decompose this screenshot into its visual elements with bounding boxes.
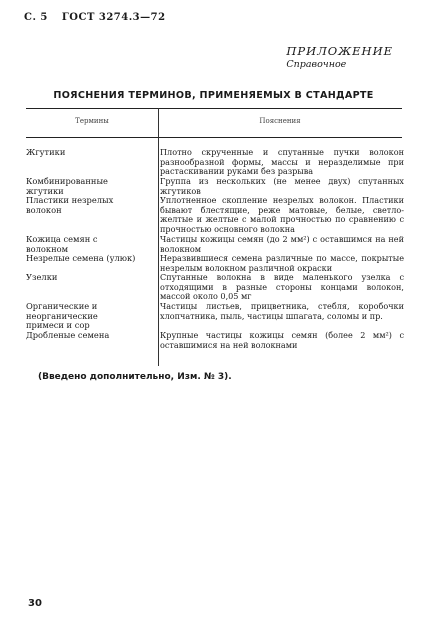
standard-number: ГОСТ 3274.3—72	[61, 12, 166, 23]
table-row-term: Органические и неорганические примеси и сор	[26, 301, 98, 331]
table-row-term: Узелки	[26, 272, 58, 282]
amendment-note: (Введено дополнительно, Изм. № 3).	[38, 372, 232, 382]
page-number: 30	[28, 598, 42, 609]
column-header-explanations: Пояснения	[259, 117, 301, 125]
table-row-explanation: Частицы листьев, прицветника, стебля, коробочки хлопчатника, пыль, частицы шпагата, соломы и пр.	[160, 301, 404, 321]
table-row-explanation: Спутанные волокна в виде маленького узелка с отходящими в разные стороны концами волокон, массой около 0,05 мг	[160, 272, 404, 302]
table-row-term: Дробленые семена	[26, 330, 110, 340]
terms-table	[26, 108, 402, 138]
section-title: ПОЯСНЕНИЯ ТЕРМИНОВ, ПРИМЕНЯЕМЫХ В СТАНДАРТЕ	[53, 90, 374, 101]
table-row-explanation: Частицы кожицы семян (до 2 мм²) с оставшимся на ней волокном	[160, 234, 404, 254]
appendix-subtitle: Справочное	[286, 59, 347, 70]
appendix-label	[286, 44, 393, 70]
appendix-title: ПРИЛОЖЕНИЕ	[286, 44, 393, 58]
running-header	[24, 12, 176, 23]
table-header	[26, 108, 402, 138]
column-divider	[158, 108, 159, 366]
table-row-explanation: Уплотненное скопление незрелых волокон. Пластики бывают блестящие, реже матовые, белые, светло-желтые и желтые с малой прочностью по сравнению с прочностью основного волокна	[160, 195, 404, 234]
table-row-term: Кожица семян с волокном	[26, 234, 98, 254]
table-row-term: Комбинированные жгутики	[26, 176, 108, 196]
column-header-terms: Термины	[75, 117, 109, 125]
table-row-explanation: Неразвившиеся семена различные по массе, покрытые незрелым волокном различной окраски	[160, 253, 404, 273]
page-ref: С. 5	[24, 12, 48, 23]
table-row-term: Незрелые семена (улюк)	[26, 253, 136, 263]
table-row-explanation: Крупные частицы кожицы семян (более 2 мм²) с оставшимися на ней волокнами	[160, 330, 404, 350]
table-row-term: Жгутики	[26, 147, 66, 157]
table-row-explanation: Плотно скрученные и спутанные пучки волокон разнообразной формы, массы и неразделимые при растаскивании руками без разрыва	[160, 147, 404, 177]
table-row-term: Пластики незрелых волокон	[26, 195, 114, 215]
table-row-explanation: Группа из нескольких (не менее двух) спутанных жгутиков	[160, 176, 404, 196]
